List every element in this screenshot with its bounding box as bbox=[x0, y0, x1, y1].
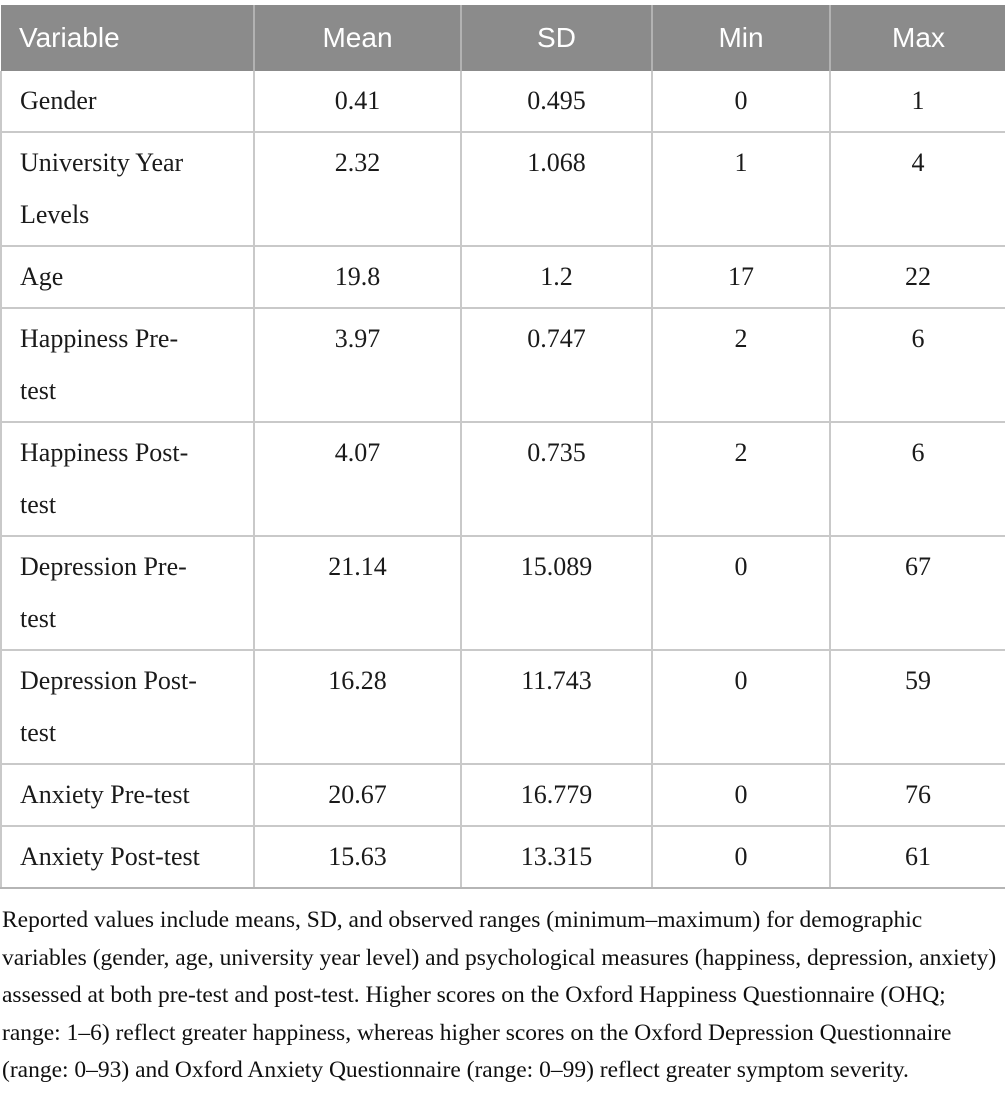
cell-min: 1 bbox=[652, 132, 830, 246]
cell-mean: 4.07 bbox=[254, 422, 461, 536]
table-body bbox=[1, 71, 1005, 888]
column-header-max: Max bbox=[830, 5, 1005, 71]
cell-mean: 20.67 bbox=[254, 764, 461, 826]
cell-mean: 0.41 bbox=[254, 71, 461, 132]
table-row bbox=[1, 132, 1005, 246]
cell-sd: 1.2 bbox=[461, 246, 652, 308]
cell-sd: 0.747 bbox=[461, 308, 652, 422]
cell-variable: Age bbox=[1, 246, 254, 308]
cell-max: 6 bbox=[830, 308, 1005, 422]
cell-sd: 1.068 bbox=[461, 132, 652, 246]
cell-mean: 15.63 bbox=[254, 826, 461, 888]
cell-min: 0 bbox=[652, 826, 830, 888]
cell-variable: Happiness Post-test bbox=[1, 422, 254, 536]
table-row bbox=[1, 308, 1005, 422]
table-row bbox=[1, 650, 1005, 764]
column-header-sd: SD bbox=[461, 5, 652, 71]
column-header-min: Min bbox=[652, 5, 830, 71]
cell-min: 0 bbox=[652, 536, 830, 650]
cell-min: 0 bbox=[652, 71, 830, 132]
column-header-mean: Mean bbox=[254, 5, 461, 71]
cell-variable: Happiness Pre-test bbox=[1, 308, 254, 422]
table-row bbox=[1, 422, 1005, 536]
cell-mean: 21.14 bbox=[254, 536, 461, 650]
cell-sd: 15.089 bbox=[461, 536, 652, 650]
cell-sd: 13.315 bbox=[461, 826, 652, 888]
cell-variable: Depression Pre-test bbox=[1, 536, 254, 650]
cell-sd: 0.735 bbox=[461, 422, 652, 536]
cell-max: 22 bbox=[830, 246, 1005, 308]
cell-max: 1 bbox=[830, 71, 1005, 132]
cell-max: 61 bbox=[830, 826, 1005, 888]
cell-min: 2 bbox=[652, 422, 830, 536]
cell-min: 17 bbox=[652, 246, 830, 308]
table-row bbox=[1, 536, 1005, 650]
table-row bbox=[1, 764, 1005, 826]
cell-sd: 11.743 bbox=[461, 650, 652, 764]
table-row bbox=[1, 71, 1005, 132]
cell-max: 59 bbox=[830, 650, 1005, 764]
cell-variable: Gender bbox=[1, 71, 254, 132]
cell-min: 0 bbox=[652, 650, 830, 764]
cell-max: 67 bbox=[830, 536, 1005, 650]
cell-max: 4 bbox=[830, 132, 1005, 246]
cell-max: 76 bbox=[830, 764, 1005, 826]
table-row bbox=[1, 826, 1005, 888]
column-header-variable: Variable bbox=[1, 5, 254, 71]
cell-sd: 0.495 bbox=[461, 71, 652, 132]
table-row bbox=[1, 246, 1005, 308]
cell-variable: Anxiety Post-test bbox=[1, 826, 254, 888]
table-header-row bbox=[1, 5, 1005, 71]
cell-min: 0 bbox=[652, 764, 830, 826]
cell-min: 2 bbox=[652, 308, 830, 422]
table-caption: Reported values include means, SD, and observed ranges (minimum–maximum) for demographic variables (gender, age, university year level) and psychological measures (happiness, depression, anxiety) assessed at both pre-test and post-test. Higher scores on the Oxford Happiness Questionnaire (OHQ; range: 1–6) reflect greater happiness, whereas higher scores on the Oxford Depression Questionnaire (range: 0–93) and Oxford Anxiety Questionnaire (range: 0–99) reflect greater symptom severity. bbox=[2, 907, 997, 1083]
cell-mean: 19.8 bbox=[254, 246, 461, 308]
cell-variable: Anxiety Pre-test bbox=[1, 764, 254, 826]
cell-max: 6 bbox=[830, 422, 1005, 536]
cell-mean: 2.32 bbox=[254, 132, 461, 246]
descriptive-statistics-table bbox=[0, 5, 1005, 889]
cell-variable: Depression Post-test bbox=[1, 650, 254, 764]
cell-variable: University Year Levels bbox=[1, 132, 254, 246]
cell-mean: 3.97 bbox=[254, 308, 461, 422]
cell-sd: 16.779 bbox=[461, 764, 652, 826]
cell-mean: 16.28 bbox=[254, 650, 461, 764]
